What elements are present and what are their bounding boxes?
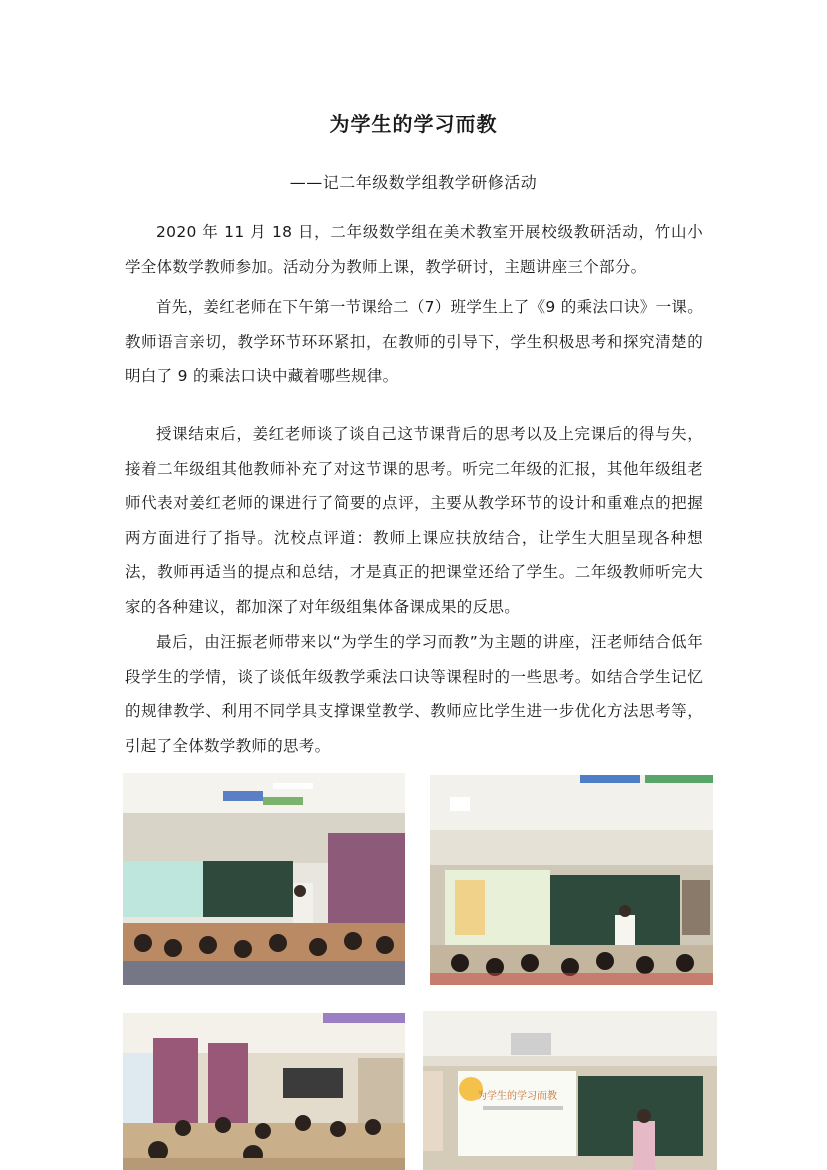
paragraph-intro: 2020 年 11 月 18 日，二年级数学组在美术教室开展校级教研活动，竹山小学全体数学教师参加。活动分为教师上课，教学研讨，主题讲座三个部分。 bbox=[125, 223, 703, 276]
lecture-photo bbox=[423, 1011, 717, 1170]
page-subtitle: ——记二年级数学组教学研修活动 bbox=[289, 173, 538, 192]
slide-title: 为学生的学习而教 bbox=[477, 1091, 557, 1102]
classroom-photo-2 bbox=[430, 775, 713, 985]
paragraph-lesson: 首先，姜红老师在下午第一节课给二（7）班学生上了《9 的乘法口诀》一课。教师语言亲切，教学环节环环紧扣，在教师的引导下，学生积极思考和探究清楚的明白了 9 的乘法口诀中藏着哪些规律。 bbox=[125, 298, 703, 385]
page-title: 为学生的学习而教 bbox=[329, 112, 498, 136]
meeting-photo bbox=[123, 1013, 405, 1170]
classroom-photo-1 bbox=[123, 773, 405, 985]
paragraph-lecture: 最后，由汪振老师带来以“为学生的学习而教”为主题的讲座，汪老师结合低年段学生的学情，谈了谈低年级教学乘法口诀等课程时的一些思考。如结合学生记忆的规律教学、利用不同学具支撑课堂教学、教师应比学生进一步优化方法思考等，引起了全体数学教师的思考。 bbox=[125, 633, 703, 755]
paragraph-discussion: 授课结束后，姜红老师谈了谈自己这节课背后的思考以及上完课后的得与失，接着二年级组其他教师补充了对这节课的思考。听完二年级的汇报，其他年级组老师代表对姜红老师的课进行了简要的点评，主要从教学环节的设计和重难点的把握两方面进行了指导。沈校点评道：教师上课应扶放结合，让学生大胆呈现各种想法，教师再适当的提点和总结，才是真正的把课堂还给了学生。二年级教师听完大家的各种建议，都加深了对年级组集体备课成果的反思。 bbox=[125, 425, 703, 616]
